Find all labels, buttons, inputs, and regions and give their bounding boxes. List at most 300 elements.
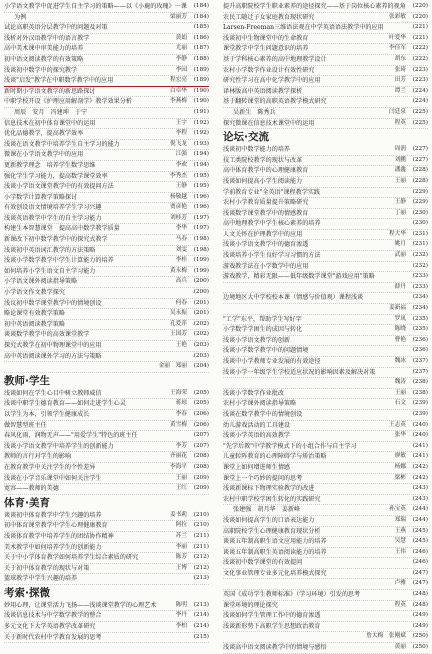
entry-page-number: (195) bbox=[193, 183, 209, 190]
entry-page-number: (249) bbox=[412, 612, 428, 619]
entry-page-number: (245) bbox=[412, 538, 428, 545]
entry-author: 李桂 bbox=[175, 257, 187, 264]
toc-entry[interactable] bbox=[4, 452, 209, 463]
toc-entry[interactable] bbox=[223, 399, 428, 410]
toc-entry[interactable] bbox=[223, 188, 428, 199]
entry-author: 李丽 bbox=[175, 543, 187, 550]
toc-entry-continuation[interactable] bbox=[223, 304, 428, 315]
entry-author: 白卓华 bbox=[169, 87, 187, 94]
entry-title: 浅谈在小学音乐课堂中如何关注学生 bbox=[4, 474, 102, 482]
entry-author: 丁丽 bbox=[394, 209, 406, 216]
entry-page-number: (232) bbox=[412, 262, 428, 269]
entry-page-number: (240) bbox=[412, 421, 428, 428]
entry-page-number: (234) bbox=[412, 294, 428, 301]
toc-entry[interactable] bbox=[4, 172, 209, 183]
entry-author: 刘鹏 bbox=[394, 156, 406, 163]
entry-author: 王博 bbox=[175, 564, 187, 571]
entry-title: 小学数学学困生的成因与转化 bbox=[223, 326, 303, 334]
entry-page-number: (198) bbox=[193, 246, 209, 253]
entry-title: 浅议初中数学课堂教学中的情境创设 bbox=[4, 299, 102, 307]
toc-entry[interactable] bbox=[4, 553, 209, 564]
toc-entry[interactable] bbox=[4, 34, 209, 45]
entry-author: 王丽 bbox=[394, 177, 406, 184]
entry-page-number: (222) bbox=[412, 55, 428, 62]
entry-title: 浅谈小学语文课堂教学中的有效提问方法 bbox=[4, 183, 114, 191]
entry-title: 课堂上如何增进师生情感 bbox=[223, 463, 291, 471]
toc-entry[interactable] bbox=[4, 474, 209, 485]
entry-title: 浅谈初中数学能力的培养 bbox=[223, 146, 291, 154]
toc-entry[interactable] bbox=[4, 140, 209, 151]
toc-entry[interactable] bbox=[4, 543, 209, 554]
toc-entry[interactable] bbox=[223, 601, 428, 612]
entry-title: 中职学校开设《护理应用解剖学》教学效果分析 bbox=[4, 98, 132, 106]
entry-page-number: (186) bbox=[193, 34, 209, 41]
toc-entry[interactable] bbox=[4, 55, 209, 66]
toc-entry-continuation[interactable] bbox=[223, 283, 428, 294]
entry-page-number: (209) bbox=[193, 485, 209, 492]
toc-entry[interactable] bbox=[4, 76, 209, 87]
toc-entry[interactable] bbox=[4, 330, 209, 341]
toc-entry[interactable] bbox=[223, 590, 428, 601]
entry-title: 小学语文教学中促进学生自主学习的策略——以《小鹿的玫瑰》一课 bbox=[4, 3, 187, 10]
entry-author: 张琦 bbox=[394, 66, 406, 73]
toc-entry[interactable] bbox=[223, 431, 428, 442]
toc-entry[interactable] bbox=[223, 76, 428, 87]
entry-page-number: (184) bbox=[193, 13, 209, 20]
entry-title: 信息技术在初中体育课堂中的运用 bbox=[4, 119, 96, 127]
toc-entry-continuation[interactable] bbox=[223, 632, 428, 643]
toc-entry[interactable] bbox=[223, 209, 428, 220]
toc-entry[interactable] bbox=[223, 474, 428, 485]
entry-author: 阿拉 bbox=[175, 522, 187, 529]
entry-page-number: (185) bbox=[193, 24, 209, 31]
toc-entry-continuation[interactable] bbox=[4, 362, 209, 373]
entry-page-number: (247) bbox=[412, 580, 428, 587]
entry-page-number: (197) bbox=[193, 214, 209, 221]
entry-author: 李园 bbox=[175, 66, 187, 73]
toc-entry[interactable] bbox=[223, 240, 428, 251]
entry-author: 高兵 bbox=[175, 278, 187, 285]
entry-page-number: (213) bbox=[193, 575, 209, 582]
entry-page-number: (193) bbox=[193, 140, 209, 147]
entry-title: Larsen-Freeman三维语法观在中学英语语法教学中的应用 bbox=[223, 24, 384, 32]
toc-entry[interactable] bbox=[223, 230, 428, 241]
toc-entry[interactable] bbox=[4, 267, 209, 278]
toc-entry[interactable] bbox=[4, 421, 209, 432]
toc-entry[interactable] bbox=[223, 463, 428, 474]
entry-page-number: (224) bbox=[412, 87, 428, 94]
toc-entry[interactable] bbox=[4, 611, 209, 622]
entry-author: 倪飞龙 bbox=[169, 140, 187, 147]
toc-entry[interactable] bbox=[4, 129, 209, 140]
entry-title: 边境地区大中学校校本课（情感与价值观）课程浅谈 bbox=[223, 294, 364, 302]
entry-page-number: (227) bbox=[412, 146, 428, 153]
entry-author: 何春 bbox=[175, 299, 187, 306]
toc-entry[interactable] bbox=[4, 633, 209, 644]
entry-author: 程宏亮 bbox=[169, 77, 187, 84]
entry-page-number: (201) bbox=[193, 299, 209, 306]
entry-page-number: (203) bbox=[193, 352, 209, 359]
entry-page-number: (201) bbox=[193, 310, 209, 317]
entry-author: 李程 bbox=[175, 130, 187, 137]
entry-author: 马春 bbox=[175, 236, 187, 243]
entry-title: 关于初中体育教学的现状与对策 bbox=[4, 564, 90, 572]
entry-title: 农村中职学校学困生转化的实践研究 bbox=[223, 495, 321, 503]
toc-entry[interactable] bbox=[4, 97, 209, 108]
entry-title: 以学生为本，引领学生健康成长 bbox=[4, 410, 90, 418]
entry-title: 妙用心理，让课堂活力飞扬——浅谈课堂教学的心理艺术 bbox=[4, 601, 157, 609]
toc-entry[interactable] bbox=[4, 299, 209, 310]
entry-page-number: (231) bbox=[412, 230, 428, 237]
toc-entry[interactable] bbox=[223, 368, 428, 379]
toc-entry[interactable] bbox=[4, 320, 209, 331]
entry-title: 浅谈初中英语词汇教学的方法策略 bbox=[4, 246, 96, 254]
toc-entry[interactable] bbox=[4, 352, 209, 363]
toc-entry[interactable] bbox=[4, 431, 209, 442]
entry-title: 优化品德教学，提高教学效率 bbox=[4, 130, 84, 138]
entry-author: 程英 bbox=[394, 601, 406, 608]
entry-page-number: (228) bbox=[412, 177, 428, 184]
toc-entry[interactable] bbox=[223, 495, 428, 506]
toc-entry[interactable] bbox=[4, 442, 209, 453]
entry-page-number: (221) bbox=[412, 24, 428, 31]
entry-author: 李柏 bbox=[175, 623, 187, 630]
entry-title: 浅谈中职学生德育教育——如何走进学生心灵 bbox=[4, 400, 126, 408]
entry-title: 浅谈"启发"教学在中职数学教学中的应用 bbox=[4, 77, 114, 85]
entry-title: 农村小学课外阅读指导策略 bbox=[223, 400, 297, 408]
toc-entry[interactable] bbox=[223, 23, 428, 34]
toc-entry[interactable] bbox=[4, 2, 209, 13]
toc-entry[interactable] bbox=[4, 511, 209, 522]
toc-entry-continuation[interactable] bbox=[223, 505, 428, 516]
entry-author: 周润 bbox=[394, 146, 406, 153]
entry-title: 关于新时代农村中学教育发展的思考 bbox=[4, 633, 102, 641]
entry-page-number: (192) bbox=[193, 130, 209, 137]
toc-entry[interactable] bbox=[223, 527, 428, 538]
entry-page-number: (194) bbox=[193, 161, 209, 168]
entry-page-number: (248) bbox=[412, 591, 428, 598]
entry-author: 姜书莉 bbox=[169, 511, 187, 518]
entry-title: 浅谈体育教学中培养学生的团结协作精神 bbox=[4, 532, 114, 540]
toc-entry[interactable] bbox=[223, 357, 428, 368]
toc-entry[interactable] bbox=[4, 44, 209, 55]
entry-title: 浅谈如何提高小学生阅读能力 bbox=[223, 177, 303, 185]
toc-entry[interactable] bbox=[223, 66, 428, 77]
entry-title: 有效创设语文情境培养学生学习兴趣 bbox=[4, 204, 102, 212]
toc-entry[interactable] bbox=[223, 421, 428, 432]
entry-page-number: (196) bbox=[193, 193, 209, 200]
toc-entry[interactable] bbox=[223, 2, 428, 13]
toc-entry[interactable] bbox=[223, 325, 428, 336]
entry-page-number: (202) bbox=[193, 320, 209, 327]
entry-title: 谈谈数学教学中的高效课堂教学 bbox=[4, 331, 90, 339]
entry-page-number: (222) bbox=[412, 45, 428, 52]
entry-author: 王宇 bbox=[175, 119, 187, 126]
entry-author: 魏冰 bbox=[394, 358, 406, 364]
toc-entry[interactable] bbox=[4, 193, 209, 204]
entry-author: 张华 bbox=[394, 432, 406, 439]
entry-author: 刘雯 bbox=[175, 246, 187, 253]
entry-author: 王静 bbox=[175, 183, 187, 190]
entry-author: 石文 bbox=[394, 400, 406, 407]
toc-entry[interactable] bbox=[4, 399, 209, 410]
entry-page-number: (243) bbox=[412, 485, 428, 492]
entry-title: 浅谈小学语文教学中培养学生的创新能力 bbox=[4, 442, 114, 450]
entry-title: 浅谈中小学教师专业发展的有效途径 bbox=[223, 358, 321, 365]
toc-entry[interactable] bbox=[223, 315, 428, 326]
toc-right-column bbox=[223, 2, 428, 654]
toc-entry[interactable] bbox=[4, 564, 209, 575]
entry-title: 游戏教学法在小学数学中的应用 bbox=[223, 262, 309, 270]
toc-entry[interactable] bbox=[223, 346, 428, 357]
entry-author: 王志英 bbox=[388, 421, 406, 428]
entry-author: 王静 bbox=[394, 199, 406, 206]
toc-entry[interactable] bbox=[4, 224, 209, 235]
entry-page-number: (250) bbox=[412, 644, 428, 651]
entry-title: 幼儿游戏活动的工具建设 bbox=[223, 421, 291, 429]
entry-page-number: (233) bbox=[412, 273, 428, 280]
entry-author: 王伟 bbox=[394, 548, 406, 555]
toc-entry[interactable] bbox=[223, 569, 428, 580]
entry-title: 基于学科核心素养的高中地理教学设计 bbox=[223, 55, 327, 63]
entry-title: 初中语文阅读教学的有效策略 bbox=[4, 55, 84, 63]
entry-title: 浅谈小学一年级学生学校适应状况的影响因素及解决对策 bbox=[223, 368, 376, 376]
entry-title: 浅谈初中生物课堂中的生命教育 bbox=[223, 34, 309, 42]
entry-page-number: (199) bbox=[193, 257, 209, 264]
toc-entry[interactable] bbox=[223, 442, 428, 453]
entry-author: 李静 bbox=[175, 55, 187, 62]
toc-entry[interactable] bbox=[223, 293, 428, 304]
toc-entry[interactable] bbox=[4, 574, 209, 585]
toc-entry[interactable] bbox=[4, 214, 209, 225]
entry-page-number: (233) bbox=[412, 283, 428, 290]
toc-entry[interactable] bbox=[223, 97, 428, 108]
entry-page-number: (225) bbox=[412, 119, 428, 126]
toc-entry[interactable] bbox=[4, 521, 209, 532]
toc-entry[interactable] bbox=[223, 55, 428, 66]
toc-entry[interactable] bbox=[4, 87, 209, 98]
entry-author: 李海平 bbox=[169, 463, 187, 470]
entry-page-number: (194) bbox=[193, 151, 209, 158]
toc-entry[interactable] bbox=[223, 262, 428, 273]
toc-entry[interactable] bbox=[223, 34, 428, 45]
entry-page-number: (238) bbox=[412, 389, 428, 396]
toc-entry[interactable] bbox=[223, 166, 428, 177]
toc-entry[interactable] bbox=[4, 256, 209, 267]
entry-author: 李华 bbox=[175, 225, 187, 232]
entry-author: 苏兰 bbox=[175, 532, 187, 539]
entry-title: 课堂上一个巧妙的提问的思考 bbox=[223, 474, 303, 482]
toc-entry-continuation[interactable] bbox=[4, 108, 209, 119]
toc-entry-continuation[interactable] bbox=[223, 579, 428, 590]
entry-page-number: (228) bbox=[412, 167, 428, 174]
toc-entry[interactable] bbox=[223, 537, 428, 548]
entry-page-number: (235) bbox=[412, 315, 428, 322]
toc-entry[interactable] bbox=[223, 87, 428, 98]
entry-author: 齐丽花 bbox=[169, 453, 187, 460]
toc-entry[interactable] bbox=[223, 558, 428, 569]
entry-page-number: (242) bbox=[412, 474, 428, 481]
toc-entry[interactable] bbox=[4, 601, 209, 612]
entry-title: 初中英语阅读教学策略 bbox=[4, 320, 65, 328]
entry-author: 谭兰 bbox=[394, 87, 406, 94]
toc-entry[interactable] bbox=[223, 611, 428, 622]
toc-entry[interactable] bbox=[4, 150, 209, 161]
entry-page-number: (223) bbox=[412, 66, 428, 73]
entry-title: 谈谈五年制高职生英语阅读能力的培养 bbox=[223, 548, 327, 556]
entry-page-number: (225) bbox=[412, 108, 428, 115]
entry-author: 陈芳 bbox=[175, 554, 187, 561]
entry-title: "先学后教"中学教学模式下的小组合作与自主学习 bbox=[223, 442, 357, 450]
entry-title: 新课改下初中数学教学中的探究式教学 bbox=[4, 236, 108, 244]
entry-author: 王丽 bbox=[175, 474, 187, 481]
toc-entry[interactable] bbox=[223, 643, 428, 654]
entry-title: 多元文化下大学英语教学改革研究 bbox=[4, 623, 96, 631]
toc-entry[interactable] bbox=[223, 272, 428, 283]
toc-entry[interactable] bbox=[223, 251, 428, 262]
toc-entry[interactable] bbox=[4, 161, 209, 172]
entry-title: 更新教学理念 培养学生数学思维 bbox=[4, 161, 96, 169]
toc-entry[interactable] bbox=[223, 622, 428, 633]
section-heading: 体育·美育 bbox=[4, 496, 50, 509]
entry-author: 王海荣 bbox=[169, 389, 187, 396]
entry-page-number: (190) bbox=[193, 98, 209, 105]
section-heading: 论坛·交流 bbox=[223, 131, 269, 144]
entry-author: 陈晓 bbox=[394, 326, 406, 333]
entry-author: 卢雅 bbox=[394, 580, 406, 587]
toc-entry[interactable] bbox=[4, 389, 209, 400]
entry-title: 宽容——教师的美德 bbox=[4, 485, 59, 493]
toc-entry[interactable] bbox=[223, 219, 428, 230]
toc-entry[interactable] bbox=[4, 23, 209, 34]
entry-title: 美术教学中如何培养学生的创新能力 bbox=[4, 543, 102, 551]
entry-author: 孙宝英 bbox=[388, 506, 406, 513]
entry-page-number: (239) bbox=[412, 410, 428, 417]
entry-title: 教师的言行对学生的影响 bbox=[4, 453, 72, 461]
entry-title: 课堂教学中学生问题意识的培养 bbox=[223, 45, 309, 53]
entry-title: 浅谈如何提高学生的口语表达能力 bbox=[223, 516, 315, 524]
entry-author: 张彩敏 bbox=[388, 13, 406, 20]
entry-page-number: (195) bbox=[193, 172, 209, 179]
toc-entry[interactable] bbox=[4, 341, 209, 352]
toc-entry-continuation[interactable] bbox=[223, 108, 428, 119]
entry-title: 浅谈小学语文教学的创新 bbox=[223, 336, 291, 344]
entry-page-number: (220) bbox=[412, 13, 428, 20]
toc-entry[interactable] bbox=[4, 288, 209, 299]
entry-author: 李秀杰 bbox=[169, 172, 187, 179]
toc-entry[interactable] bbox=[4, 203, 209, 214]
entry-title: 农民工随迁子女家庭教育现状研究 bbox=[223, 13, 315, 21]
toc-entry[interactable] bbox=[4, 532, 209, 543]
toc-entry[interactable] bbox=[223, 452, 428, 463]
entry-title: 如何培养小学生语文自主学习能力 bbox=[4, 267, 96, 275]
entry-title: 关于中小学体育教学如何培养学生综合素质的研究 bbox=[4, 554, 139, 562]
entry-page-number: (235) bbox=[412, 326, 428, 333]
toc-entry[interactable] bbox=[223, 548, 428, 559]
entry-title: 浅谈新形势下高职学生思想政治教育 bbox=[223, 622, 321, 630]
toc-entry[interactable] bbox=[4, 622, 209, 633]
entry-title: 小学数学计算教学策略探讨 bbox=[4, 193, 78, 201]
entry-page-number: (191) bbox=[193, 108, 209, 115]
entry-title: 浅谈小学语文教学中的德育渗透 bbox=[223, 241, 309, 249]
entry-author: 陈明 bbox=[175, 601, 187, 608]
entry-page-number: (205) bbox=[193, 400, 209, 407]
entry-author: 梁彬 bbox=[394, 474, 406, 481]
entry-author: 罗凤 bbox=[394, 315, 406, 322]
toc-entry[interactable] bbox=[223, 156, 428, 167]
entry-page-number: (214) bbox=[193, 623, 209, 630]
entry-page-number: (211) bbox=[193, 543, 209, 550]
toc-entry[interactable] bbox=[4, 182, 209, 193]
entry-author: 吴慧 bbox=[394, 538, 406, 545]
toc-entry[interactable] bbox=[4, 309, 209, 320]
entry-title: 浅谈如何在学生心目中树立教师威信 bbox=[4, 389, 102, 397]
entry-title: 浅谈信息技术与中学数学教学的整合 bbox=[4, 612, 102, 620]
toc-entry[interactable] bbox=[4, 246, 209, 257]
entry-page-number: (242) bbox=[412, 463, 428, 470]
entry-title: 小学语文作文教学探究 bbox=[4, 289, 65, 297]
entry-title: 英国《成功学生教师标准》（学习环境）引发的思考 bbox=[223, 591, 361, 599]
toc-entry[interactable] bbox=[223, 119, 428, 130]
entry-title: 浅谈小学英语的高效教学 bbox=[223, 432, 291, 440]
toc-entry[interactable] bbox=[4, 119, 209, 130]
entry-page-number: (205) bbox=[193, 389, 209, 396]
toc-entry[interactable] bbox=[223, 516, 428, 527]
toc-entry[interactable] bbox=[223, 336, 428, 347]
toc-entry[interactable] bbox=[4, 66, 209, 77]
entry-page-number: (213) bbox=[193, 601, 209, 608]
toc-entry[interactable] bbox=[4, 410, 209, 421]
entry-page-number: (230) bbox=[412, 209, 428, 216]
toc-entry[interactable] bbox=[223, 13, 428, 24]
entry-page-number: (215) bbox=[193, 633, 209, 640]
toc-entry[interactable] bbox=[223, 198, 428, 209]
entry-author: 黄雪梅 bbox=[169, 421, 187, 428]
entry-title: 浅谈英语教学中学生的自主学习能力 bbox=[4, 214, 102, 222]
toc-entry[interactable] bbox=[4, 277, 209, 288]
entry-title: 吴新生 陈秀兵 bbox=[233, 108, 276, 116]
entry-page-number: (200) bbox=[193, 278, 209, 285]
entry-title: "工学"东平，帮助学生写好字 bbox=[223, 315, 302, 323]
entry-title: 春风化雨，润物无声——"用爱学生"特色的班主任 bbox=[4, 432, 138, 440]
toc-entry[interactable] bbox=[223, 44, 428, 55]
entry-author: 王燕 bbox=[394, 527, 406, 534]
entry-page-number: (187) bbox=[193, 45, 209, 52]
entry-page-number: (240) bbox=[412, 432, 428, 439]
toc-entry[interactable] bbox=[223, 177, 428, 188]
entry-author: 李燕梅 bbox=[169, 98, 187, 105]
toc-entry[interactable] bbox=[223, 484, 428, 495]
entry-page-number: (199) bbox=[193, 267, 209, 274]
entry-page-number: (210) bbox=[193, 511, 209, 518]
entry-title: 高中英语阅读课外学习的方法与策略 bbox=[4, 352, 102, 360]
section-heading: 教师·学生 bbox=[4, 374, 50, 387]
toc-entry-continuation[interactable] bbox=[4, 13, 209, 24]
entry-page-number: (245) bbox=[412, 527, 428, 534]
toc-entry[interactable] bbox=[4, 463, 209, 474]
toc-entry[interactable] bbox=[223, 389, 428, 400]
toc-entry-continuation[interactable] bbox=[223, 378, 428, 389]
entry-author: 黄永梅 bbox=[169, 267, 187, 274]
toc-entry[interactable] bbox=[4, 235, 209, 246]
entry-author: 江强 bbox=[175, 151, 187, 158]
toc-entry[interactable] bbox=[4, 484, 209, 495]
toc-entry[interactable] bbox=[223, 410, 428, 421]
toc-entry[interactable] bbox=[223, 145, 428, 156]
entry-author: 李欢 bbox=[175, 161, 187, 168]
entry-title: 学前教育专业"全英语"课程教学实践 bbox=[223, 188, 321, 196]
entry-page-number: (234) bbox=[412, 305, 428, 312]
